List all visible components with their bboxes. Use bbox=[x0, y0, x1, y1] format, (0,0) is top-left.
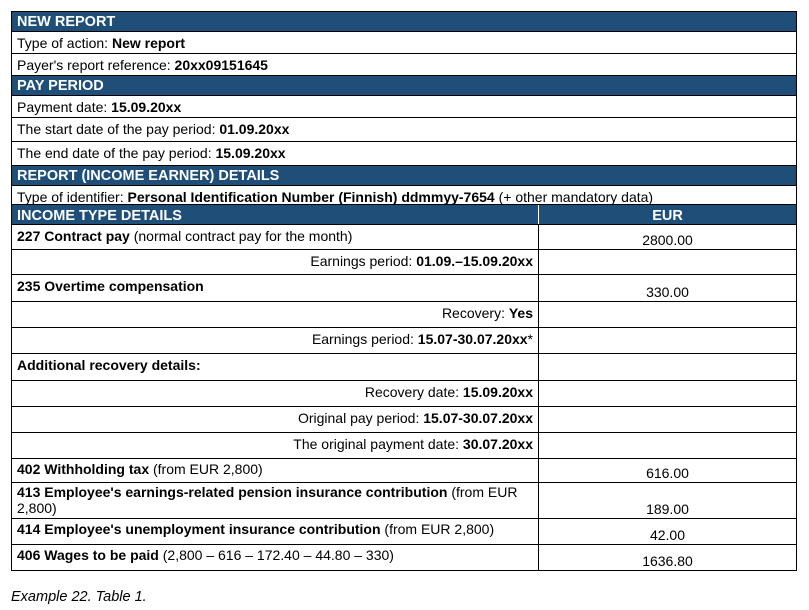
recovery-row bbox=[12, 302, 796, 328]
pension-row bbox=[12, 483, 796, 519]
withholding-tax-note: (from EUR 2,800) bbox=[149, 461, 263, 477]
currency-header: EUR bbox=[652, 208, 683, 224]
start-date-label: The start date of the pay period: bbox=[17, 121, 220, 137]
identifier-row bbox=[12, 186, 796, 205]
unemployment-value: 42.00 bbox=[649, 527, 686, 543]
end-date-value: 15.09.20xx bbox=[215, 145, 286, 161]
contract-pay-row bbox=[12, 225, 796, 250]
income-type-header bbox=[12, 205, 796, 225]
report-reference-label: Payer's report reference: bbox=[17, 57, 175, 73]
additional-details-title: Additional recovery details: bbox=[17, 357, 201, 373]
pay-period-title: PAY PERIOD bbox=[17, 78, 104, 94]
identifier-note: (+ other mandatory data) bbox=[494, 189, 654, 205]
pension-title: 413 Employee's earnings-related pension insurance contribution bbox=[17, 484, 448, 500]
contract-earnings-label: Earnings period: bbox=[310, 253, 417, 269]
end-date-label: The end date of the pay period: bbox=[17, 145, 216, 161]
recovery-label: Recovery: bbox=[441, 305, 509, 321]
overtime-title: 235 Overtime compensation bbox=[17, 278, 204, 294]
payment-date-label: Payment date: bbox=[17, 99, 112, 115]
earner-details-header bbox=[12, 166, 796, 186]
unemployment-row bbox=[12, 519, 796, 545]
start-date-value: 01.09.20xx bbox=[219, 121, 290, 137]
contract-pay-value: 2800.00 bbox=[642, 232, 693, 248]
income-type-title: INCOME TYPE DETAILS bbox=[12, 205, 539, 224]
earner-details-title: REPORT (INCOME EARNER) DETAILS bbox=[17, 168, 280, 184]
contract-earnings-value: 01.09.–15.09.20xx bbox=[416, 253, 533, 269]
identifier-value: Personal Identification Number (Finnish) ddmmyy-7654 bbox=[127, 189, 495, 205]
new-report-header bbox=[12, 12, 796, 32]
withholding-tax-row bbox=[12, 459, 796, 483]
payment-date-row bbox=[12, 96, 796, 118]
wages-value: 1636.80 bbox=[642, 553, 693, 569]
report-reference-value: 20xx09151645 bbox=[174, 57, 268, 73]
wages-note: (2,800 – 616 – 172.40 – 44.80 – 330) bbox=[158, 547, 394, 563]
recovery-date-row bbox=[12, 381, 796, 407]
withholding-tax-title: 402 Withholding tax bbox=[17, 461, 150, 477]
withholding-tax-value: 616.00 bbox=[646, 465, 689, 481]
report-table bbox=[11, 11, 797, 571]
original-payment-value: 30.07.20xx bbox=[462, 436, 533, 452]
recovery-date-label: Recovery date: bbox=[364, 384, 463, 400]
original-period-label: Original pay period: bbox=[297, 410, 424, 426]
identifier-label: Type of identifier: bbox=[17, 189, 128, 205]
recovery-value: Yes bbox=[508, 305, 533, 321]
original-period-value: 15.07-30.07.20xx bbox=[423, 410, 533, 426]
contract-pay-title: 227 Contract pay bbox=[17, 228, 130, 244]
overtime-earnings-value: 15.07-30.07.20xx bbox=[417, 331, 528, 347]
overtime-earnings-row bbox=[12, 328, 796, 354]
additional-details-row bbox=[12, 354, 796, 381]
contract-earnings-row bbox=[12, 250, 796, 275]
pension-value: 189.00 bbox=[646, 501, 689, 517]
pay-period-header bbox=[12, 76, 796, 96]
payment-date-value: 15.09.20xx bbox=[111, 99, 182, 115]
original-payment-label: The original payment date: bbox=[293, 436, 463, 452]
recovery-date-value: 15.09.20xx bbox=[462, 384, 533, 400]
overtime-value: 330.00 bbox=[646, 284, 689, 300]
pension-note: (from EUR 2,800) bbox=[17, 484, 518, 516]
wages-row bbox=[12, 545, 796, 571]
overtime-earnings-label: Earnings period: bbox=[311, 331, 418, 347]
unemployment-note: (from EUR 2,800) bbox=[380, 521, 495, 537]
end-date-row bbox=[12, 142, 796, 166]
wages-title: 406 Wages to be paid bbox=[17, 547, 159, 563]
original-payment-row bbox=[12, 433, 796, 459]
start-date-row bbox=[12, 118, 796, 142]
new-report-title: NEW REPORT bbox=[17, 14, 116, 30]
overtime-row bbox=[12, 275, 796, 302]
report-reference-row bbox=[12, 54, 796, 76]
original-period-row bbox=[12, 407, 796, 433]
action-type-value: New report bbox=[111, 35, 186, 51]
action-type-row bbox=[12, 32, 796, 54]
contract-pay-note: (normal contract pay for the month) bbox=[129, 228, 353, 244]
action-type-label: Type of action: bbox=[17, 35, 112, 51]
unemployment-title: 414 Employee's unemployment insurance contribution bbox=[17, 521, 381, 537]
table-caption: Example 22. Table 1. bbox=[11, 589, 147, 605]
overtime-earnings-mark: * bbox=[527, 331, 533, 347]
